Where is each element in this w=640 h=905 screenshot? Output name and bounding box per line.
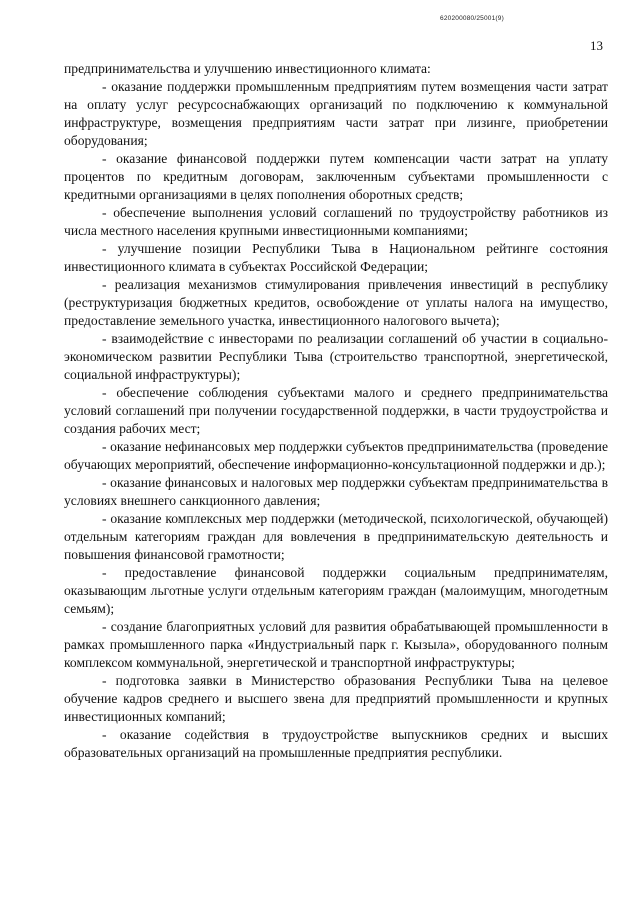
list-item: - создание благоприятных условий для развития обрабатывающей промышленности в рамках промышленного парка «Индустриальный парк г. Кызыла», оборудованного полным комплексом коммунальной, энергетической и транспортной инфраструктуры;: [64, 619, 608, 670]
document-code: 620200080/25001(9): [440, 15, 504, 22]
list-item: - обеспечение соблюдения субъектами малого и среднего предпринимательства условий соглашений при получении государственной поддержки, в части трудоустройства и создания рабочих мест;: [64, 385, 608, 436]
lead-paragraph: предпринимательства и улучшению инвестиционного климата:: [64, 61, 431, 76]
list-item: - оказание финансовой поддержки путем компенсации части затрат на уплату процентов по кредитным договорам, заключенным субъектами промышленности с кредитными организациями в целях пополнения оборотных средств;: [64, 151, 608, 202]
page-number: 13: [590, 38, 603, 53]
list-item: - предоставление финансовой поддержки социальным предпринимателям, оказывающим льготные услуги отдельным категориям граждан (малоимущим, многодетным семьям);: [64, 565, 608, 616]
list-item: - оказание финансовых и налоговых мер поддержки субъектам предпринимательства в условиях внешнего санкционного давления;: [64, 475, 608, 508]
list-item: - оказание нефинансовых мер поддержки субъектов предпринимательства (проведение обучающих мероприятий, обеспечение информационно-консультационной поддержки и др.);: [64, 439, 608, 472]
list-item: - оказание содействия в трудоустройстве выпускников средних и высших образовательных организаций на промышленные предприятия республики.: [64, 727, 608, 760]
list-item: - подготовка заявки в Министерство образования Республики Тыва на целевое обучение кадров среднего и высшего звена для предприятий промышленности и крупных инвестиционных компаний;: [64, 673, 608, 724]
list-item: - оказание комплексных мер поддержки (методической, психологической, обучающей) отдельным категориям граждан для вовлечения в предпринимательскую деятельность и повышения финансовой грамотности;: [64, 511, 608, 562]
list-item: - улучшение позиции Республики Тыва в Национальном рейтинге состояния инвестиционного климата в субъектах Российской Федерации;: [64, 241, 608, 274]
list-item: - реализация механизмов стимулирования привлечения инвестиций в республику (реструктуризация бюджетных кредитов, освобождение от уплаты налога на имущество, предоставление земельного участка, инвестиционного налогового вычета);: [64, 277, 608, 328]
list-item: - оказание поддержки промышленным предприятиям путем возмещения части затрат на оплату услуг ресурсоснабжающих организаций по подключению к коммунальной инфраструктуре, возмещения предприятиям части затрат при лизинге, приобретении оборудования;: [64, 79, 608, 148]
list-item: - взаимодействие с инвесторами по реализации соглашений об участии в социально-экономическом развитии Республики Тыва (строительство транспортной, энергетической, социальной инфраструктуры);: [64, 331, 608, 382]
body-text: [64, 60, 608, 762]
list-item: - обеспечение выполнения условий соглашений по трудоустройству работников из числа местного населения крупными инвестиционными компаниями;: [64, 205, 608, 238]
